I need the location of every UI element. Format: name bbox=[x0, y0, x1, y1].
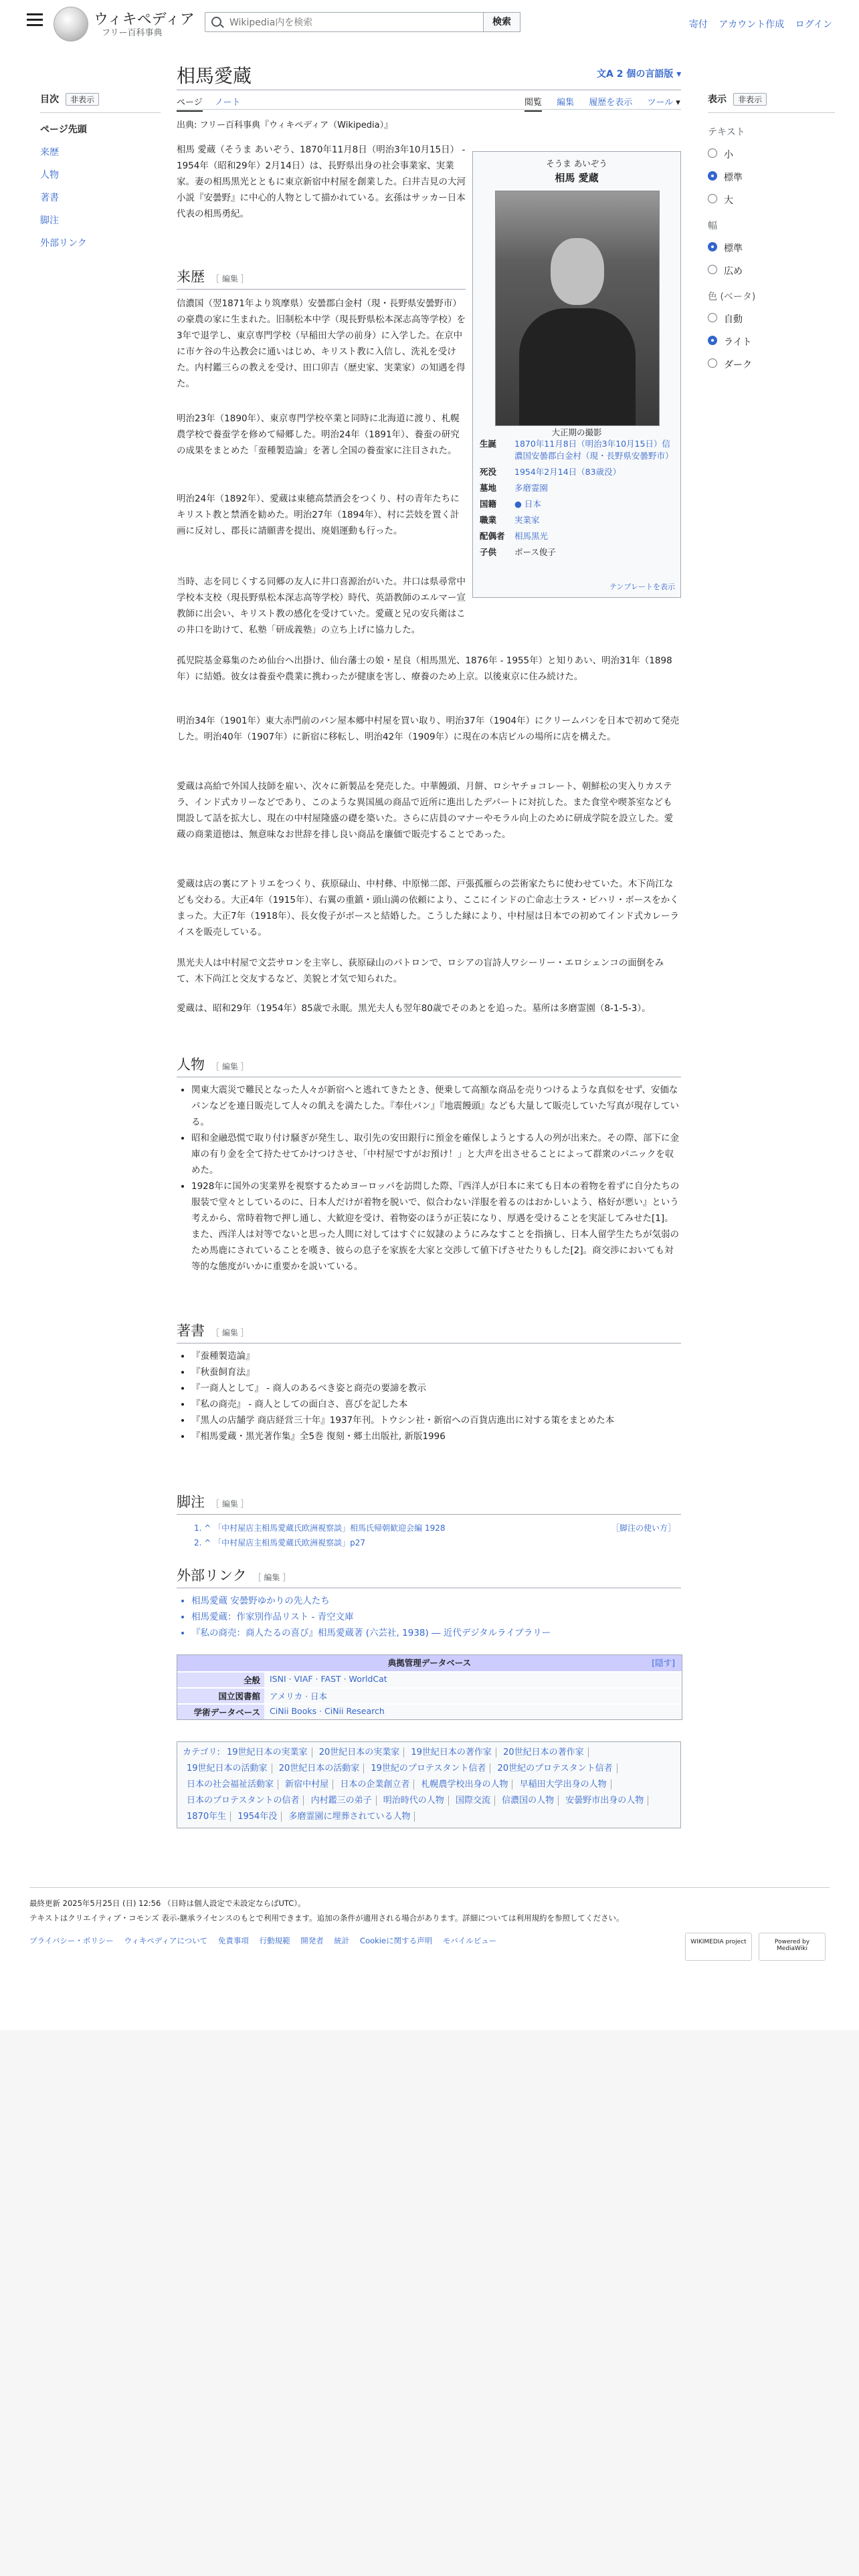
external-link[interactable]: • 相馬愛蔵：作家別作品リスト - 青空文庫 bbox=[191, 1609, 680, 1625]
toc-item-top[interactable]: ページ先頭 bbox=[40, 124, 87, 135]
authority-general-links[interactable]: ISNI · VIAF · FAST · WorldCat bbox=[264, 1673, 682, 1687]
site-logo-title[interactable]: ウィキペディア bbox=[94, 11, 195, 28]
appearance-panel bbox=[708, 92, 835, 381]
category-link[interactable]: 19世紀日本の活動家 bbox=[183, 1763, 272, 1774]
portrait-photo[interactable] bbox=[495, 191, 660, 426]
edit-section-link[interactable]: ［ 編集 ］ bbox=[211, 1328, 249, 1337]
nationality-value[interactable]: ● 日本 bbox=[514, 499, 541, 509]
infobox-kana: そうま あいぞう bbox=[546, 158, 607, 169]
category-link[interactable]: 国際交流 bbox=[452, 1796, 495, 1806]
login-link[interactable]: ログイン bbox=[795, 19, 832, 30]
category-link[interactable]: 19世紀日本の実業家 bbox=[223, 1747, 312, 1757]
authority-control: 典拠管理データベース [隠す] 全般 ISNI · VIAF · FAST · WorldCat 国立図書館 アメリカ · 日本 学術データベース CiNii Books · CiNii Research bbox=[177, 1654, 682, 1720]
license-text: テキストはクリエイティブ・コモンズ 表示-継承ライセンスのもとで利用できます。追加の条件が適用される場合があります。詳細については利用規約を参照してください。 bbox=[29, 1913, 624, 1923]
toc-item-books[interactable]: 著書 bbox=[40, 193, 59, 203]
search-icon bbox=[211, 17, 221, 27]
history-paragraph: 信濃国（翌1871年より筑摩県）安曇郡白金村（現・長野県安曇野市）の豪農の家に生まれた。旧制松本中学（現長野県松本深志高等学校）を3年で退学し、東京専門学校（早稲田大学の前身）に入学した。在京中に市ケ谷の牛込教会に通いはじめ、キリスト教に入信し、洗礼を受けた。内村鑑三らの教えを受け、田口卯吉（歴史家、実業家）の知遇を得た。 bbox=[177, 298, 466, 389]
section-history-heading: 来歴 ［ 編集 ］ bbox=[177, 269, 249, 285]
lead-paragraph: 相馬 愛蔵（そうま あいぞう、1870年11月8日（明治3年10月15日） - 1954年（昭和29年）2月14日）は、長野県出身の社会事業家、実業家。妻の相馬黒光とともに東京新宿中村屋を創業した。臼井吉見の大河小説『安曇野』に中心的人物として描かれている。玄孫はサッカー日本代表の相馬勇紀。 bbox=[177, 144, 466, 219]
footer-link[interactable]: Cookieに関する声明 bbox=[360, 1936, 433, 1945]
category-link[interactable]: 日本の企業創立者 bbox=[336, 1780, 414, 1790]
footer-link[interactable]: モバイルビュー bbox=[442, 1936, 497, 1945]
external-links-list bbox=[177, 1593, 680, 1641]
category-link[interactable]: 信濃国の人物 bbox=[498, 1796, 559, 1806]
history-paragraph: 明治34年（1901年）東大赤門前のパン屋本郷中村屋を買い取り、明治37年（1904年）にクリームパンを日本で初めて発売した。明治40年（1907年）に新宿に移転し、明治42年（1909年）に現在の本店ビルの場所に店を構えた。 bbox=[177, 716, 680, 742]
language-button[interactable]: 文A 2 個の言語版 ▾ bbox=[597, 69, 682, 80]
category-link[interactable]: 20世紀のプロテスタント信者 bbox=[494, 1763, 617, 1774]
category-link[interactable]: 1870年生 bbox=[183, 1812, 231, 1822]
width-standard-radio[interactable]: 標準 bbox=[708, 241, 835, 255]
external-link[interactable]: • 『私の商売：商人たるの喜び』相馬愛蔵著 (六芸社, 1938) ― 近代デジタルライブラリー bbox=[191, 1625, 680, 1641]
history-paragraph: 当時、志を同じくする同郷の友人に井口喜源治がいた。井口は県尋常中学校本支校（現長野県松本深志高等学校）時代、英語教師のエルマー宣教師に出会い、キリスト教の感化を受けていた。愛蔵と兄の安兵衛はこの井口を助けて、私塾「研成義塾」の立ち上げに協力した。 bbox=[177, 576, 466, 635]
edit-section-link[interactable]: ［ 編集 ］ bbox=[211, 1062, 249, 1071]
appearance-heading: 表示 非表示 bbox=[708, 92, 835, 106]
search-button[interactable]: 検索 bbox=[483, 12, 520, 32]
tab-edit[interactable]: 編集 bbox=[557, 98, 575, 108]
children-value: ボース俊子 bbox=[514, 547, 556, 557]
footer-link[interactable]: 免責事項 bbox=[217, 1936, 249, 1945]
color-label: 色 (ベータ) bbox=[708, 292, 756, 302]
history-paragraph: 愛蔵は、昭和29年（1954年）85歳で永眠。黒光夫人も翌年80歳でそのあとを追った。墓所は多磨霊園（8-1-5-3）。 bbox=[177, 1003, 651, 1014]
table-of-contents bbox=[40, 92, 161, 259]
history-paragraph: 愛蔵は高給で外国人技師を雇い、次々に新製品を発売した。中華饅頭、月餅、ロシヤチョコレート、朝鮮松の実入りカステラ、インド式カリーなどであり、このような異国風の商品で近所に進出したデパートに対抗した。また食堂や喫茶室なども開設して話を拡大し、現在の中村屋隆盛の礎を築いた。さらに店員のマナーやモラル向上のために研成学院を設立した。愛蔵の商業道徳は、無意味なお世辞を排し良い商品を廉価で販売することであった。 bbox=[177, 781, 674, 840]
list-item: • 1928年に国外の実業界を視察するためヨーロッパを訪問した際、『西洋人が日本に来ても日本の着物を着ずに自分たちの服装で堂々としているのに、日本人だけが着物を脱いで、似合わない洋服を着るのはおかしいよう、格好が悪い』という考えから、常時着物で押し通し、大歓迎を受け、着物姿のほうが正装になり、厚遇を受けることを実証してみせた[1]。また、西洋人は対等でないと思った人間に対してはすぐに奴隷のようにみなすことを指摘し、日本人留学生たちが気弱のため馬鹿にされていることを嘆き、彼らの息子を家族を大家と交渉して値下げさせたりもした[2]。商交渉においても対等的な態度がいかに重要かを説いている。 bbox=[191, 1178, 680, 1275]
photo-caption: 大正期の撮影 bbox=[551, 427, 602, 437]
toc-item-notes[interactable]: 脚注 bbox=[40, 215, 59, 226]
color-auto-radio[interactable]: 自動 bbox=[708, 312, 835, 326]
authority-academic-links[interactable]: CiNii Books · CiNii Research bbox=[264, 1705, 682, 1719]
category-link[interactable]: 19世紀のプロテスタント信者 bbox=[367, 1763, 490, 1774]
category-link[interactable]: 札幌農学校出身の人物 bbox=[417, 1780, 512, 1790]
last-updated: 最終更新 2025年5月25日 (日) 12:56 （日時は個人設定で未設定ならばUTC）。 bbox=[29, 1899, 306, 1908]
infobox bbox=[472, 151, 681, 598]
namespace-tabs bbox=[177, 95, 250, 108]
edit-section-link[interactable]: ［ 編集 ］ bbox=[253, 1573, 291, 1582]
text-size-large-radio[interactable]: 大 bbox=[708, 193, 835, 207]
category-link[interactable]: 新宿中村屋 bbox=[281, 1780, 333, 1790]
list-item: • 『黒人の店舗学 商店経営三十年』1937年刊。トウシン社・新宿への百貨店進出に対する策をまとめた本 bbox=[191, 1412, 680, 1428]
search-box bbox=[205, 12, 520, 32]
tab-talk[interactable]: ノート bbox=[214, 98, 241, 108]
width-wide-radio[interactable]: 広め bbox=[708, 264, 835, 278]
reference-item[interactable]: 1. ^ 「中村屋店主相馬愛蔵氏欧洲視察談」相馬氏帰朝歓迎会編 1928 bbox=[194, 1523, 446, 1533]
section-notes-heading: 脚注 ［ 編集 ］ bbox=[177, 1494, 249, 1510]
appearance-hide-button[interactable]: 非表示 bbox=[733, 93, 767, 106]
list-item: • 『蚕種製造論』 bbox=[191, 1348, 680, 1364]
grave-value[interactable]: 多磨霊園 bbox=[514, 483, 549, 493]
wikimedia-badge[interactable]: WIKIMEDIA project bbox=[685, 1933, 752, 1961]
section-books-heading: 著書 ［ 編集 ］ bbox=[177, 1323, 249, 1339]
text-size-standard-radio[interactable]: 標準 bbox=[708, 171, 835, 184]
authority-hide-button[interactable]: [隠す] bbox=[652, 1658, 675, 1668]
books-list bbox=[177, 1348, 680, 1444]
color-dark-radio[interactable]: ダーク bbox=[708, 358, 835, 371]
death-value[interactable]: 1954年2月14日（83歳没） bbox=[514, 467, 622, 477]
footnote-help-link[interactable]: ［脚注の使い方］ bbox=[611, 1523, 676, 1533]
category-link[interactable]: 19世紀日本の著作家 bbox=[407, 1747, 496, 1757]
create-account-link[interactable]: アカウント作成 bbox=[719, 19, 785, 30]
history-paragraph: 黒光夫人は中村屋で文芸サロンを主宰し、荻原碌山のパトロンで、ロシアの盲詩人ワシーリー・エロシェンコの面倒をみて、木下尚江と交友するなど、美貌と才気で知られた。 bbox=[177, 958, 664, 984]
page-bottom-area bbox=[0, 2030, 859, 2576]
history-paragraph: 愛蔵は店の裏にアトリエをつくり、荻原碌山、中村彝、中原悌二郎、戸張孤雁らの芸術家たちに使わせていた。木下尚江なども交わる。大正4年（1915年）、右翼の重鎮・頭山満の依頼により、ここにインドの亡命志士ラス・ビハリ・ボースをかくまった。大正7年（1918年）、長女俊子がボースと結婚した。こうした縁により、中村屋は日本での初めてインド式カレーライスを販売している。 bbox=[177, 879, 680, 938]
footer-link[interactable]: ウィキペディアについて bbox=[124, 1936, 208, 1945]
spouse-value[interactable]: 相馬黒光 bbox=[514, 531, 549, 541]
tab-page[interactable]: ページ bbox=[177, 98, 203, 112]
toc-heading: 目次 非表示 bbox=[40, 92, 161, 106]
external-link[interactable]: • 相馬愛蔵 安曇野ゆかりの先人たち bbox=[191, 1593, 680, 1609]
category-link[interactable]: 1954年没 bbox=[233, 1812, 282, 1822]
toc-hide-button[interactable]: 非表示 bbox=[66, 93, 99, 106]
infobox-table: 生誕 1870年11月8日（明治3年10月15日）信濃国安曇郡白金村（現・長野県安曇野市） 死没 1954年2月14日（83歳没） 墓地 多磨霊園 国籍 ● 日本 職業 実業家 配偶者 相馬黒光 子供 ボース俊子 bbox=[478, 435, 676, 560]
text-size-label: テキスト bbox=[708, 127, 745, 138]
mediawiki-badge[interactable]: Powered by MediaWiki bbox=[759, 1933, 826, 1961]
authority-title: 典拠管理データベース bbox=[387, 1658, 472, 1668]
footer-link[interactable]: プライバシー・ポリシー bbox=[29, 1936, 114, 1945]
category-link[interactable]: 内村鑑三の弟子 bbox=[307, 1796, 377, 1806]
footer-link[interactable]: 統計 bbox=[334, 1936, 350, 1945]
site-logo-tagline: フリー百科事典 bbox=[102, 28, 163, 38]
list-item: • 『一商人として』 - 商人のあるべき姿と商売の要諦を教示 bbox=[191, 1380, 680, 1396]
history-paragraph: 明治24年（1892年）、愛蔵は東穂高禁酒会をつくり、村の青年たちにキリスト教と禁酒を勧めた。明治27年（1894年）、村に芸妓を置く計画に反対し、郡長に請願書を提出、廃娼運動も行った。 bbox=[177, 494, 460, 536]
edit-section-link[interactable]: ［ 編集 ］ bbox=[211, 274, 249, 284]
category-link[interactable]: 多磨霊園に埋葬されている人物 bbox=[284, 1812, 415, 1822]
footer-links bbox=[29, 1935, 504, 1946]
toc-item-person[interactable]: 人物 bbox=[40, 170, 59, 181]
categories-box bbox=[177, 1741, 681, 1828]
edit-section-link[interactable]: ［ 編集 ］ bbox=[211, 1499, 249, 1509]
occupation-value[interactable]: 実業家 bbox=[514, 515, 540, 525]
width-label: 幅 bbox=[708, 221, 717, 231]
category-link[interactable]: 日本の社会福祉活動家 bbox=[183, 1780, 278, 1790]
category-link[interactable]: 安曇野市出身の人物 bbox=[561, 1796, 648, 1806]
toc-item-external[interactable]: 外部リンク bbox=[40, 238, 87, 249]
category-link[interactable]: 20世紀日本の著作家 bbox=[499, 1747, 589, 1757]
footer-link[interactable]: 行動規範 bbox=[259, 1936, 290, 1945]
donate-link[interactable]: 寄付 bbox=[688, 19, 708, 30]
person-list bbox=[177, 1082, 680, 1275]
color-light-radio[interactable]: ライト bbox=[708, 335, 835, 348]
view-tabs: 閲覧 編集 履歴を表示 ツール ▾ bbox=[524, 95, 692, 108]
infobox-name: 相馬 愛蔵 bbox=[555, 172, 599, 184]
list-item: • 『相馬愛蔵・黒光著作集』全5巻 復刻・郷土出版社, 新版1996 bbox=[191, 1428, 680, 1444]
template-link[interactable]: テンプレートを表示 bbox=[609, 582, 675, 591]
birth-value[interactable]: 1870年11月8日（明治3年10月15日）信濃国安曇郡白金村（現・長野県安曇野市） bbox=[514, 439, 674, 461]
text-size-small-radio[interactable]: 小 bbox=[708, 148, 835, 161]
tab-tools[interactable]: ツール bbox=[647, 98, 674, 108]
section-external-heading: 外部リンク ［ 編集 ］ bbox=[177, 1568, 291, 1584]
categories-label[interactable]: カテゴリ: bbox=[183, 1747, 220, 1757]
footer-link[interactable]: 開発者 bbox=[300, 1936, 324, 1945]
main-menu-icon[interactable] bbox=[27, 13, 43, 27]
category-link[interactable]: 日本のプロテスタントの信者 bbox=[183, 1796, 304, 1806]
category-link[interactable]: 20世紀日本の実業家 bbox=[315, 1747, 405, 1757]
list-item: • 『秋蚕飼育法』 bbox=[191, 1364, 680, 1380]
source-note: 出典: フリー百科事典『ウィキペディア（Wikipedia）』 bbox=[177, 120, 393, 130]
wikipedia-globe-icon[interactable] bbox=[54, 7, 88, 41]
personal-tools bbox=[681, 17, 832, 31]
references-list bbox=[194, 1521, 676, 1550]
history-paragraph: 孤児院基金募集のため仙台へ出掛け、仙台藩士の娘・星良（相馬黒光、1876年 - 1955年）と知りあい、明治31年（1898年）に結婚。彼女は養蚕や農業に携わったが健康を害し、療養のため上京。以後東京に住み続けた。 bbox=[177, 655, 672, 682]
tab-history[interactable]: 履歴を表示 bbox=[589, 98, 633, 108]
category-link[interactable]: 20世紀日本の活動家 bbox=[275, 1763, 365, 1774]
list-item: • 昭和金融恐慌で取り付け騒ぎが発生し、取引先の安田銀行に預金を確保しようとする人の列が出来た。その際、部下に金庫の有り金を全て持たせてかけつけさせ、「中村屋ですがお預け！」と大声を出させることによって群衆のパニックを収めた。 bbox=[191, 1130, 680, 1178]
history-paragraph: 明治23年（1890年）、東京専門学校卒業と同時に北海道に渡り、札幌農学校で養蚕学を修めて帰郷した。明治24年（1891年）、養蚕の研究の成果をまとめた「蚕種製造論」を著し全国の養蚕家に注目された。 bbox=[177, 413, 460, 456]
list-item: • 『私の商売』 - 商人としての面白さ、喜びを記した本 bbox=[191, 1396, 680, 1412]
list-item: • 関東大震災で難民となった人々が新宿へと逃れてきたとき、便乗して高額な商品を売りつけるような真似をせず、安価なパンなどを連日販売して人々の飢えを満たした。『奉仕パン』『地震饅頭』なども大量して販売していた写真が現存している。 bbox=[191, 1082, 680, 1130]
search-input[interactable] bbox=[228, 14, 472, 31]
authority-national-links[interactable]: アメリカ · 日本 bbox=[264, 1689, 682, 1703]
toc-item-history[interactable]: 来歴 bbox=[40, 147, 59, 158]
page-title: 相馬愛蔵 bbox=[177, 65, 252, 87]
category-link[interactable]: 明治時代の人物 bbox=[379, 1796, 449, 1806]
category-link[interactable]: 早稲田大学出身の人物 bbox=[516, 1780, 611, 1790]
section-person-heading: 人物 ［ 編集 ］ bbox=[177, 1057, 249, 1073]
reference-item[interactable]: 2. ^ 「中村屋店主相馬愛蔵氏欧洲視察談」p27 bbox=[194, 1538, 366, 1547]
site-header bbox=[0, 0, 859, 45]
tab-read[interactable]: 閲覧 bbox=[524, 98, 542, 112]
